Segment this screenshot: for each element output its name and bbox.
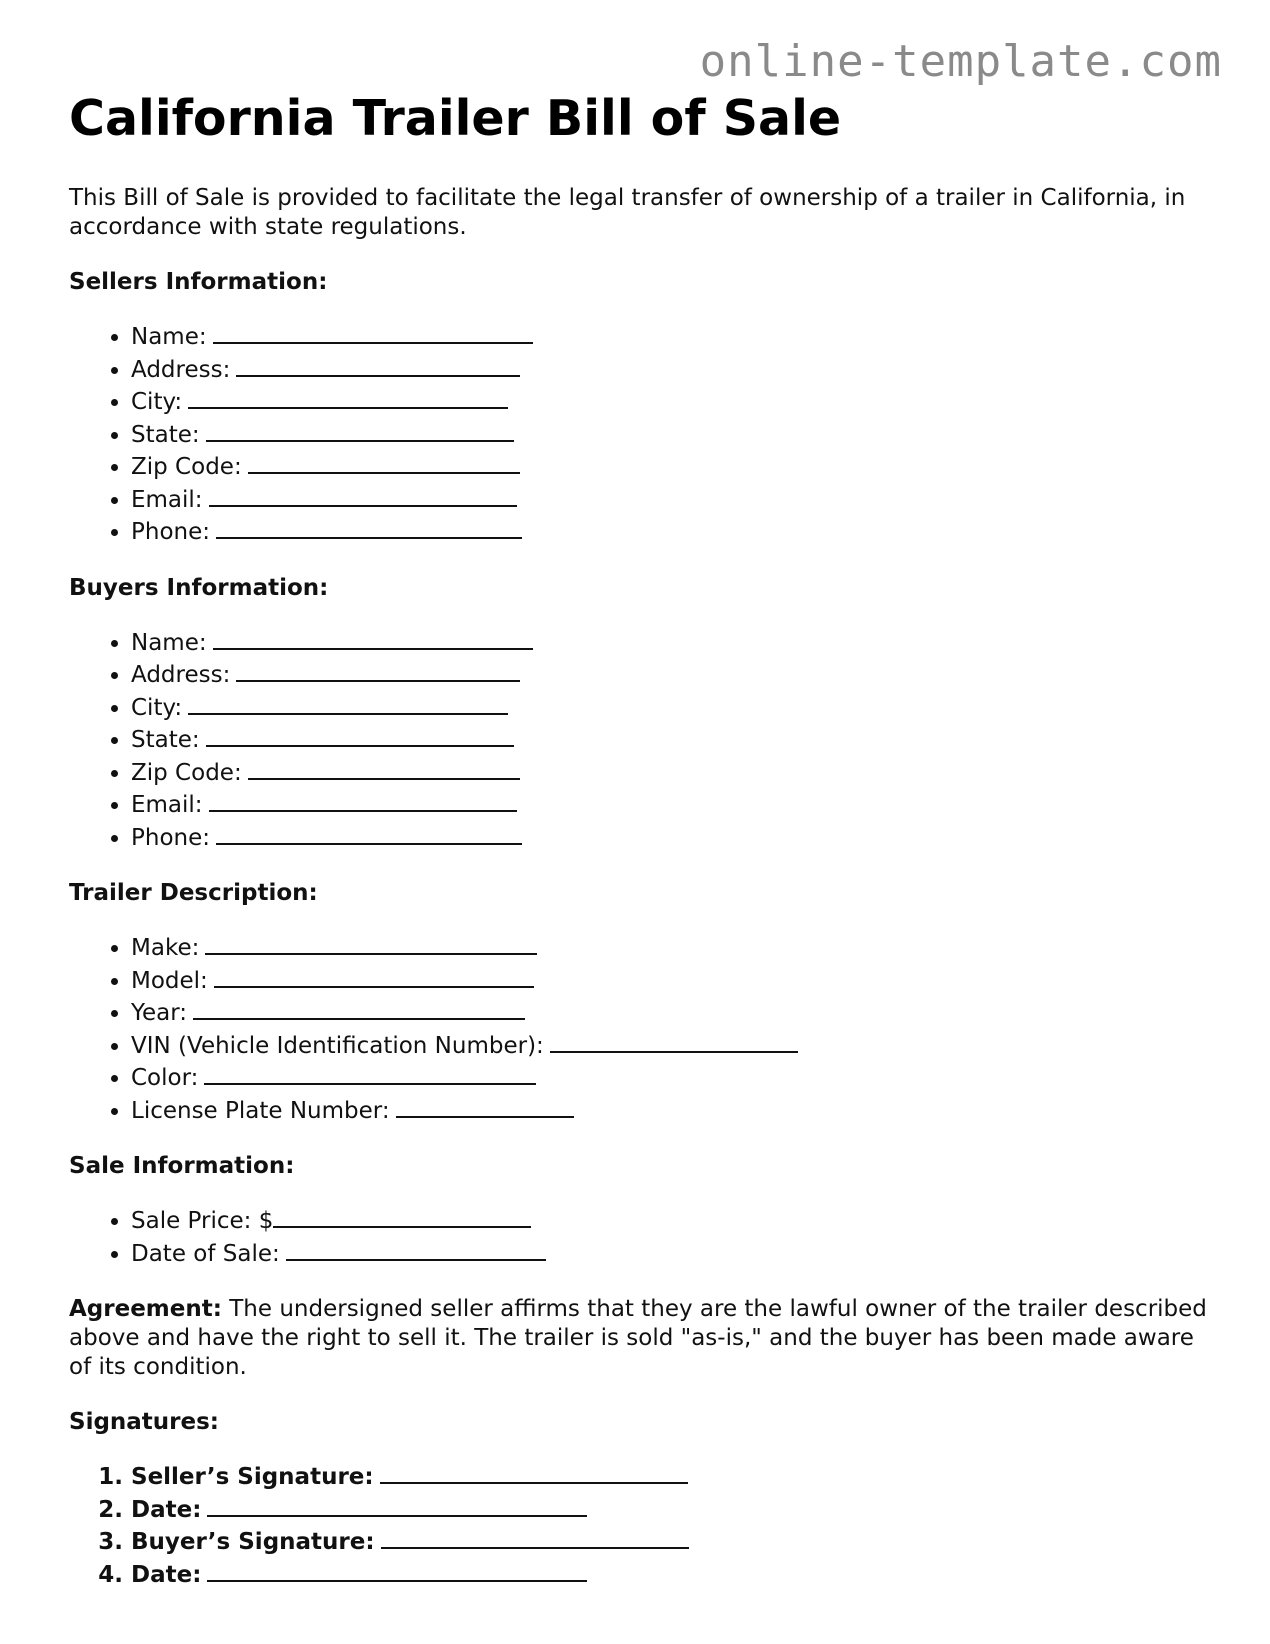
trailer-year-blank[interactable] [193, 996, 525, 1020]
buyer-date-blank[interactable] [207, 1558, 587, 1582]
trailer-vin-label: VIN (Vehicle Identification Number): [131, 1032, 544, 1059]
buyer-name-label: Name: [131, 629, 207, 656]
buyers-heading: Buyers Information: [69, 574, 329, 601]
list-item [131, 756, 1209, 789]
list-item [131, 1237, 1209, 1270]
trailer-model-blank[interactable] [214, 964, 534, 988]
list-item [131, 1558, 1209, 1591]
list-item [131, 723, 1209, 756]
list-item [131, 821, 1209, 854]
signatures-heading: Signatures: [69, 1409, 220, 1435]
list-item [131, 1525, 1209, 1558]
list-item [131, 418, 1209, 451]
document-title: California Trailer Bill of Sale [69, 90, 842, 147]
list-item [131, 996, 1209, 1029]
seller-phone-blank[interactable] [216, 515, 522, 539]
seller-city-label: City: [131, 389, 183, 415]
sale-date-label: Date of Sale: [131, 1240, 280, 1267]
seller-signature-label: Seller’s Signature: [131, 1464, 374, 1490]
trailer-color-label: Color: [131, 1065, 199, 1091]
list-item [131, 1460, 1209, 1493]
sale-date-blank[interactable] [286, 1237, 546, 1261]
list-item [131, 1493, 1209, 1526]
seller-address-blank[interactable] [236, 353, 520, 377]
list-item [131, 320, 1209, 353]
buyer-state-label: State: [131, 727, 200, 753]
list-item [131, 964, 1209, 997]
agreement-text: The undersigned seller affirms that they are the lawful owner of the trailer described above and have the right to sell it. The trailer is sold "as-is," and the buyer has been made aware of its condition. [69, 1296, 1207, 1380]
agreement-label: Agreement: [69, 1296, 222, 1322]
trailer-make-blank[interactable] [205, 931, 537, 955]
trailer-heading: Trailer Description: [69, 880, 318, 906]
list-item [131, 691, 1209, 724]
buyer-phone-blank[interactable] [216, 821, 522, 845]
trailer-model-label: Model: [131, 967, 208, 994]
seller-signature-blank[interactable] [380, 1460, 688, 1484]
buyer-date-label: Date: [131, 1561, 202, 1588]
trailer-list [69, 931, 1209, 1126]
list-item [131, 658, 1209, 691]
list-item [131, 515, 1209, 548]
buyer-signature-blank[interactable] [381, 1525, 689, 1549]
list-item [131, 1204, 1209, 1237]
list-item [131, 1029, 1209, 1062]
seller-city-blank[interactable] [188, 385, 508, 409]
buyer-signature-label: Buyer’s Signature: [131, 1529, 375, 1555]
buyer-name-blank[interactable] [213, 626, 533, 650]
buyer-zip-label: Zip Code: [131, 759, 242, 786]
seller-email-blank[interactable] [209, 483, 517, 507]
buyer-address-blank[interactable] [236, 658, 520, 682]
buyer-email-blank[interactable] [209, 788, 517, 812]
buyer-address-label: Address: [131, 662, 231, 688]
buyer-email-label: Email: [131, 792, 203, 818]
trailer-make-label: Make: [131, 935, 200, 961]
sellers-list [69, 320, 1209, 548]
seller-zip-label: Zip Code: [131, 454, 242, 480]
trailer-plate-label: License Plate Number: [131, 1097, 390, 1124]
seller-state-label: State: [131, 421, 200, 448]
signatures-list [69, 1460, 1209, 1590]
list-item [131, 1094, 1209, 1127]
seller-address-label: Address: [131, 356, 231, 383]
list-item [131, 931, 1209, 964]
trailer-plate-blank[interactable] [396, 1094, 574, 1118]
seller-state-blank[interactable] [206, 418, 514, 442]
agreement-paragraph [69, 1295, 1209, 1382]
trailer-year-label: Year: [131, 1000, 188, 1026]
watermark: online-template.com [699, 36, 1222, 87]
seller-zip-blank[interactable] [248, 450, 520, 474]
list-item [131, 788, 1209, 821]
buyer-state-blank[interactable] [206, 723, 514, 747]
sale-price-label: Sale Price: $ [131, 1208, 274, 1234]
intro-paragraph: This Bill of Sale is provided to facilitate the legal transfer of ownership of a trailer in California, in accordance with state regulations. [69, 185, 1186, 240]
buyer-city-blank[interactable] [188, 691, 508, 715]
seller-phone-label: Phone: [131, 519, 210, 545]
trailer-vin-blank[interactable] [550, 1029, 798, 1053]
list-item [131, 626, 1209, 659]
seller-name-label: Name: [131, 324, 207, 350]
document-page [69, 88, 1209, 1590]
sale-list [69, 1204, 1209, 1269]
sale-heading: Sale Information: [69, 1153, 295, 1179]
buyers-list [69, 626, 1209, 854]
trailer-color-blank[interactable] [204, 1061, 536, 1085]
list-item [131, 353, 1209, 386]
sellers-heading: Sellers Information: [69, 269, 328, 295]
buyer-phone-label: Phone: [131, 824, 210, 851]
seller-date-label: Date: [131, 1496, 202, 1523]
list-item [131, 483, 1209, 516]
seller-date-blank[interactable] [207, 1493, 587, 1517]
sale-price-blank[interactable] [273, 1204, 531, 1228]
buyer-zip-blank[interactable] [248, 756, 520, 780]
list-item [131, 450, 1209, 483]
buyer-city-label: City: [131, 694, 183, 721]
list-item [131, 385, 1209, 418]
seller-name-blank[interactable] [213, 320, 533, 344]
seller-email-label: Email: [131, 486, 203, 513]
list-item [131, 1061, 1209, 1094]
